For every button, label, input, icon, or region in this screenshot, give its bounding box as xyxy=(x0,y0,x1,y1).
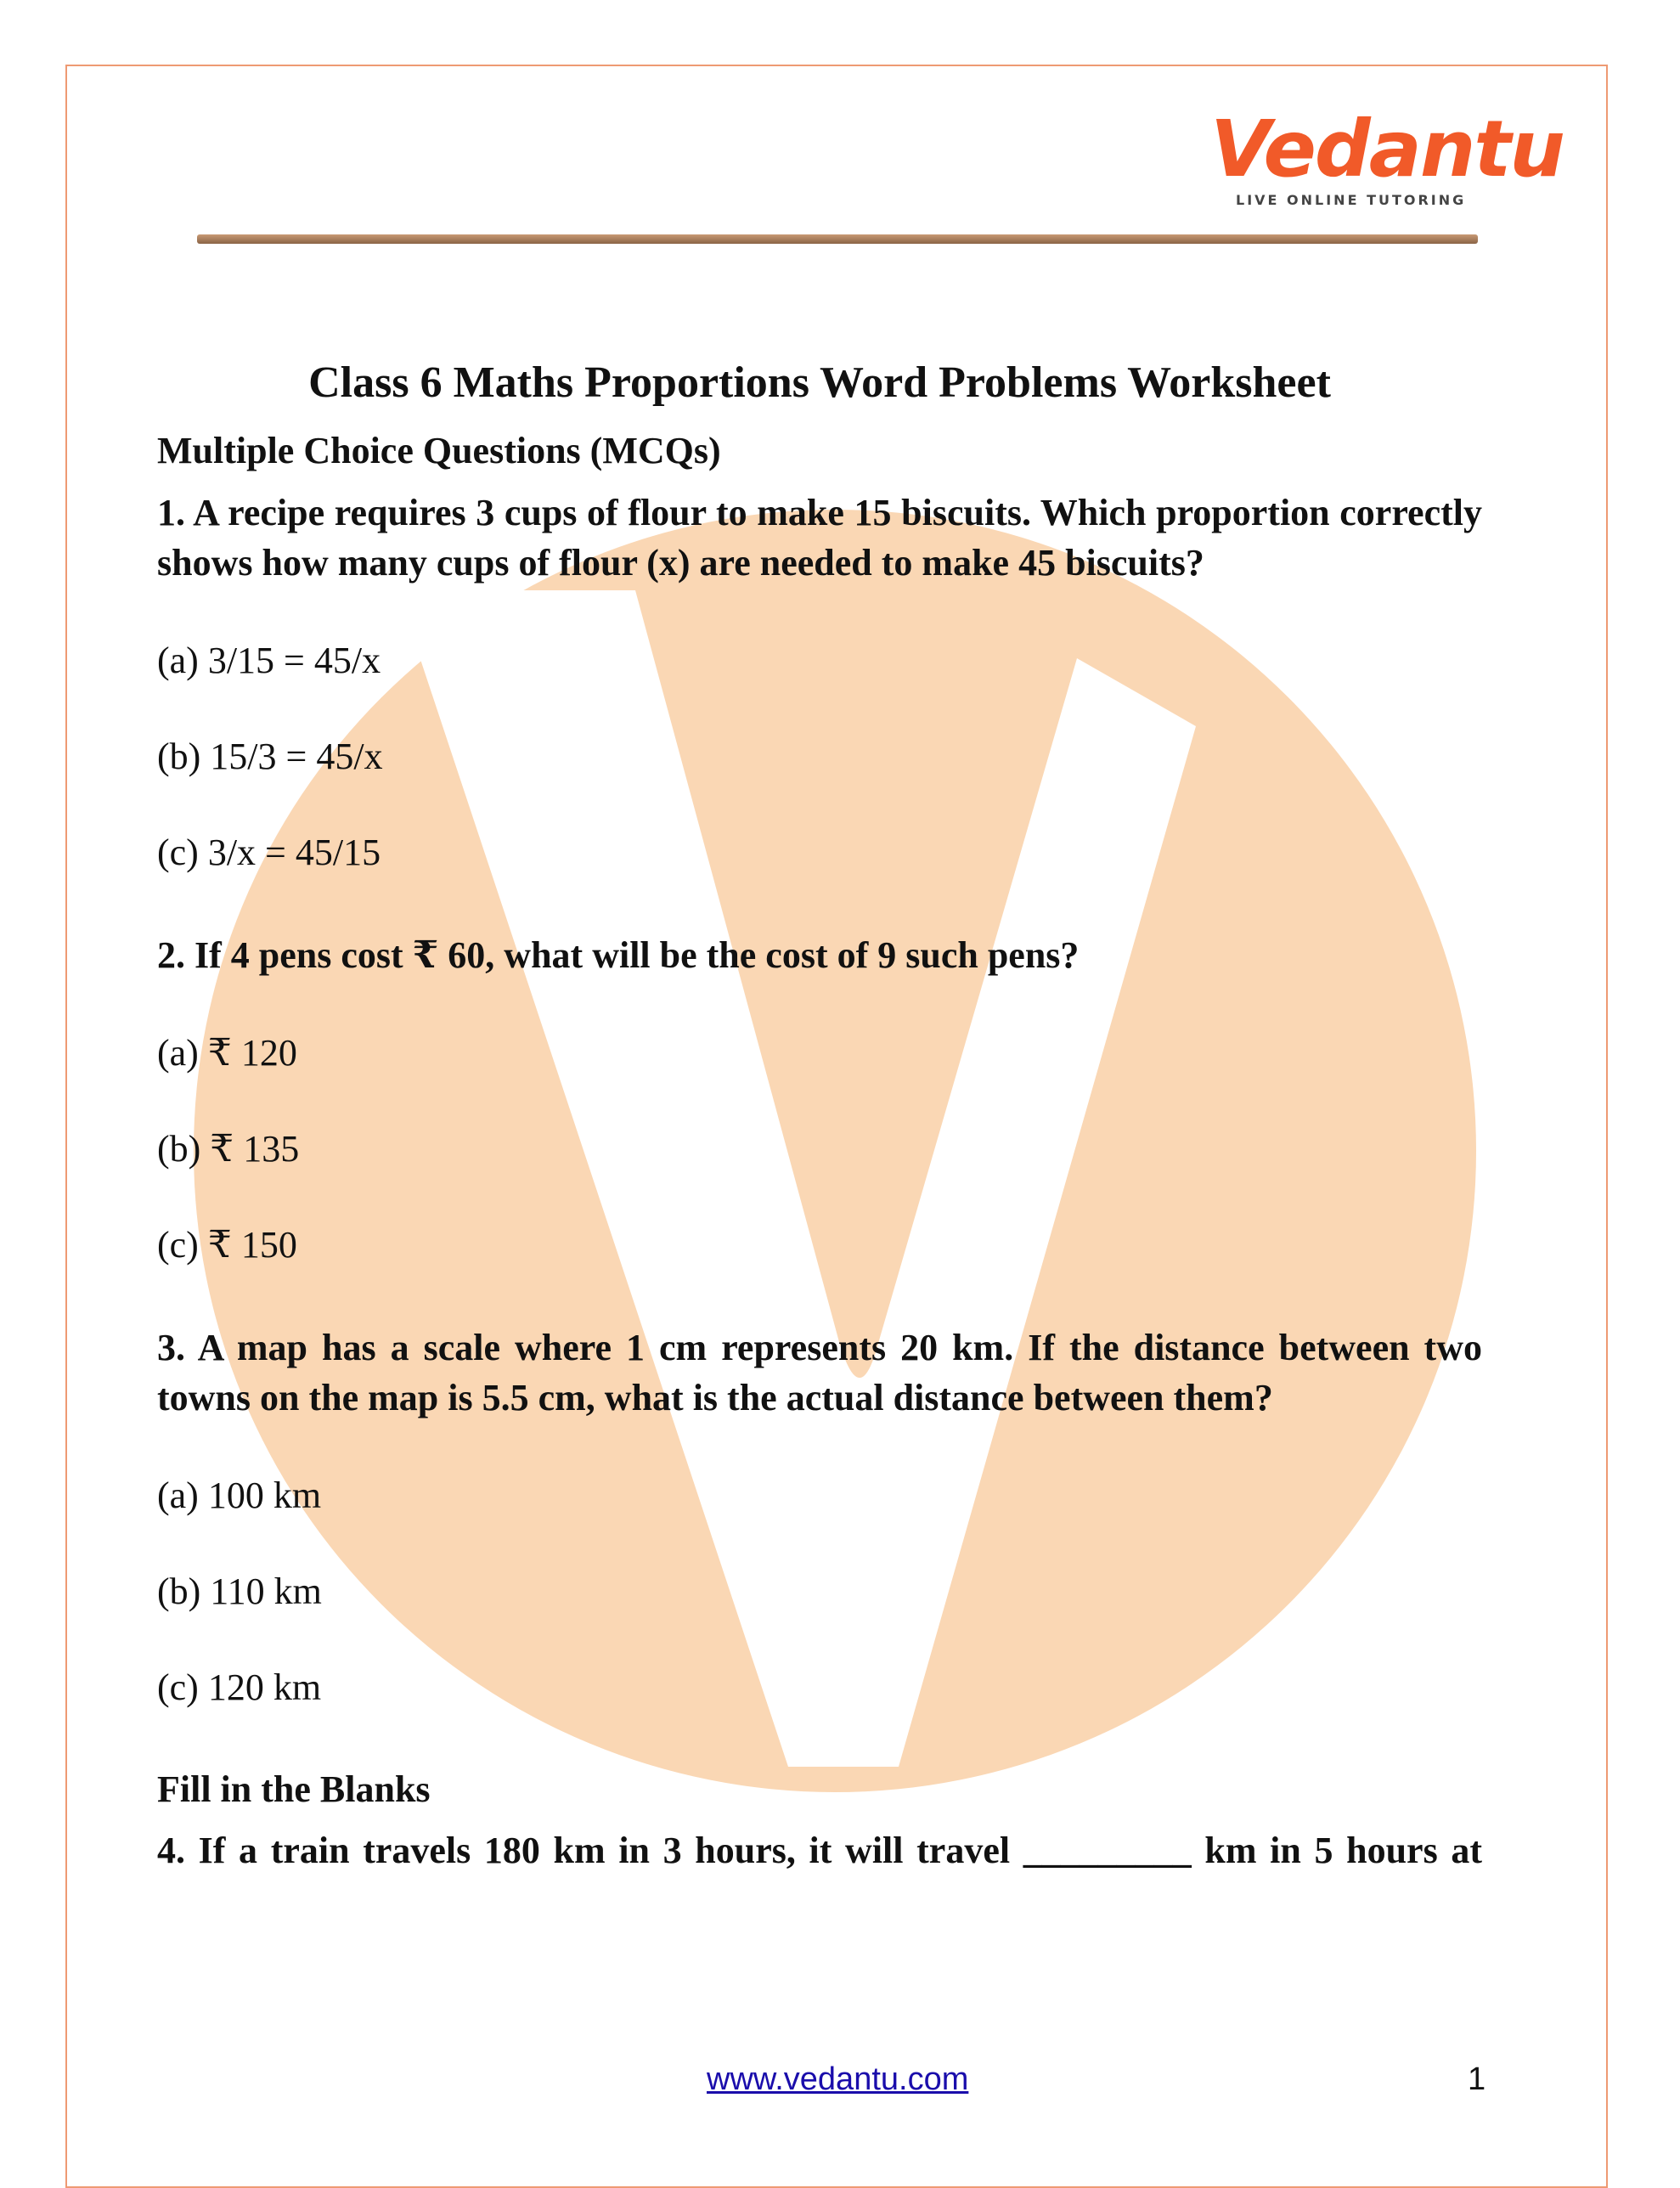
page-number: 1 xyxy=(1468,2061,1486,2097)
question-3-option-c: (c) 120 km xyxy=(157,1666,322,1708)
question-2-option-b: (b) ₹ 135 xyxy=(157,1127,300,1170)
question-1-option-c: (c) 3/x = 45/15 xyxy=(157,831,381,873)
question-2-option-c: (c) ₹ 150 xyxy=(157,1223,297,1266)
page-title: Class 6 Maths Proportions Word Problems Worksheet xyxy=(308,358,1331,407)
question-3-option-b: (b) 110 km xyxy=(157,1571,322,1613)
logo-tagline: LIVE ONLINE TUTORING xyxy=(1236,192,1467,208)
worksheet-content xyxy=(157,357,1482,1875)
question-3-option-a: (a) 100 km xyxy=(157,1475,322,1517)
header-divider xyxy=(197,234,1478,244)
question-1-option-a: (a) 3/15 = 45/x xyxy=(157,640,381,682)
question-3: 3. A map has a scale where 1 cm represents 20 km. If the distance between two towns on the map is 5.5 cm, what is the actual distance between them? xyxy=(157,1326,1482,1418)
logo-wordmark: Vedantu xyxy=(1210,104,1564,195)
fill-blanks-section-heading: Fill in the Blanks xyxy=(157,1768,431,1810)
question-4: 4. If a train travels 180 km in 3 hours, it will travel _________ km in 5 hours at xyxy=(157,1829,1482,1871)
question-1-option-b: (b) 15/3 = 45/x xyxy=(157,736,383,778)
footer-website-link[interactable]: www.vedantu.com xyxy=(707,2061,969,2097)
question-1: 1. A recipe requires 3 cups of flour to make 15 biscuits. Which proportion correctly shows how many cups of flour (x) are needed to make 45 biscuits? xyxy=(157,491,1482,584)
question-2: 2. If 4 pens cost ₹ 60, what will be the cost of 9 such pens? xyxy=(157,933,1080,976)
mcq-section-heading: Multiple Choice Questions (MCQs) xyxy=(157,430,721,472)
vedantu-logo xyxy=(1210,104,1564,212)
question-2-option-a: (a) ₹ 120 xyxy=(157,1032,297,1074)
